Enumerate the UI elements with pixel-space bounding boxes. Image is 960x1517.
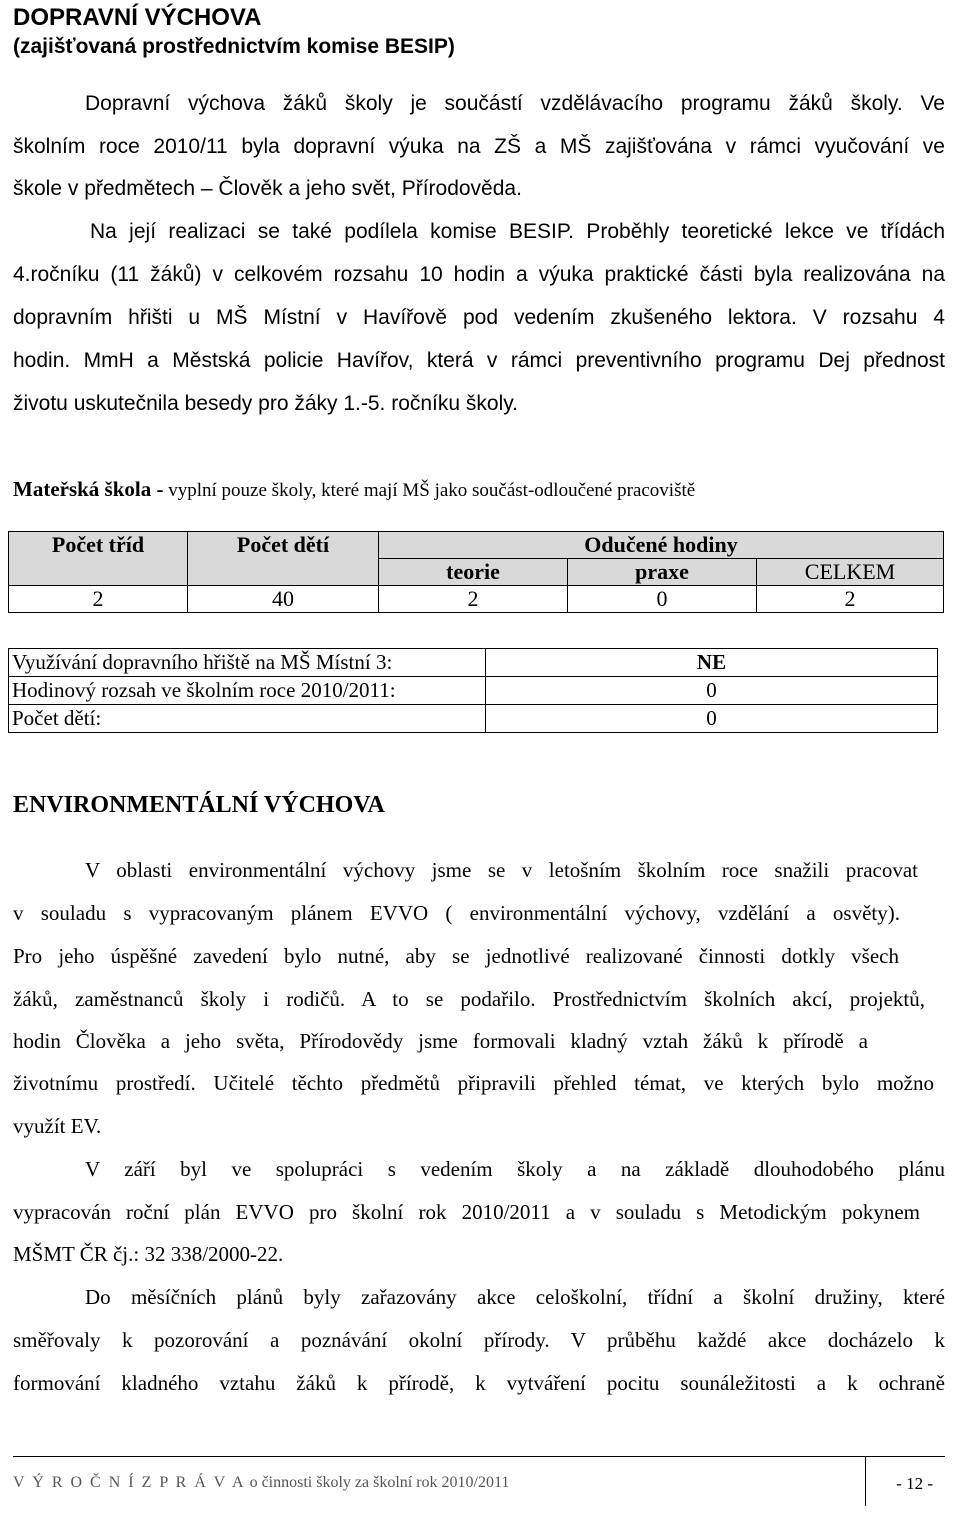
- footer-report-spaced: V Ý R O Č N Í Z P R Á V A: [13, 1474, 246, 1491]
- traffic-p1-line3: škole v předmětech – Člověk a jeho svět, Přírodověda.: [13, 177, 522, 200]
- env-p2-line1: V září byl ve spolupráci s vedením školy a na základě dlouhodobého plánu: [85, 1157, 945, 1181]
- ms-playground-table: [8, 648, 938, 733]
- cell-total: 2: [757, 586, 944, 613]
- section-subtitle-traffic: (zajišťovaná prostřednictvím komise BESIP): [13, 35, 455, 58]
- env-p1-line4: žáků, zaměstnanců školy i rodičů. A to se podařilo. Prostřednictvím školních akcí, projektů,: [13, 987, 925, 1011]
- traffic-p1-line1: Dopravní výchova žáků školy je součástí vzdělávacího programu žáků školy. Ve: [85, 92, 945, 115]
- th-classes: Počet tříd: [9, 532, 188, 586]
- cell-classes: 2: [9, 586, 188, 613]
- footer-separator: [865, 1456, 866, 1506]
- traffic-p2-line3: dopravním hřišti u MŠ Místní v Havířově pod vedením zkušeného lektora. V rozsahu 4: [13, 306, 945, 329]
- env-p3-line1: Do měsíčních plánů byly zařazovány akce celoškolní, třídní a školní družiny, které: [85, 1285, 945, 1309]
- traffic-p1-line2: školním roce 2010/11 byla dopravní výuka na ZŠ a MŠ zajišťována v rámci vyučování ve: [13, 135, 945, 158]
- t2-label-children: Počet dětí:: [9, 705, 486, 733]
- ms-label-rest: vyplní pouze školy, které mají MŠ jako součást-odloučené pracoviště: [163, 480, 696, 501]
- cell-theory: 2: [379, 586, 568, 613]
- th-practice: praxe: [568, 559, 757, 586]
- t2-label-usage: Využívání dopravního hřiště na MŠ Místní 3:: [9, 649, 486, 677]
- th-children: Počet dětí: [188, 532, 379, 586]
- table-row: [9, 586, 944, 613]
- env-p1-line3: Pro jeho úspěšné zavedení bylo nutné, aby se jednotlivé realizované činnosti dotkly všech: [13, 944, 899, 968]
- cell-practice: 0: [568, 586, 757, 613]
- section-title-traffic: DOPRAVNÍ VÝCHOVA: [13, 4, 262, 31]
- env-p1-line6: životnímu prostředí. Učitelé těchto předmětů připravili přehled témat, ve kterých bylo možno: [13, 1071, 934, 1095]
- t2-value-hours: 0: [486, 677, 938, 705]
- th-total: CELKEM: [757, 559, 944, 586]
- traffic-p2-line2: 4.ročníku (11 žáků) v celkovém rozsahu 10 hodin a výuka praktické části byla realizována na: [13, 263, 945, 286]
- t2-label-hours: Hodinový rozsah ve školním roce 2010/2011:: [9, 677, 486, 705]
- traffic-p2-line5: životu uskutečnila besedy pro žáky 1.-5. ročníku školy.: [13, 392, 519, 415]
- th-theory: teorie: [379, 559, 568, 586]
- ms-label: [13, 477, 695, 502]
- ms-hours-table: [8, 531, 944, 613]
- t2-value-usage: NE: [486, 649, 938, 677]
- env-p3-line3: formování kladného vztahu žáků k přírodě, k vytváření pocitu sounáležitosti a k ochraně: [13, 1371, 945, 1395]
- env-p3-line2: směřovaly k pozorování a poznávání okolní přírody. V průběhu každé akce docházelo k: [13, 1328, 945, 1352]
- footer-report-rest: o činnosti školy za školní rok 2010/2011: [245, 1474, 510, 1491]
- th-hours: Odučené hodiny: [379, 532, 944, 559]
- env-p1-line2: v souladu s vypracovaným plánem EVVO ( environmentální výchovy, vzdělání a osvěty).: [13, 901, 900, 925]
- page-footer: [13, 1456, 945, 1512]
- traffic-p2-line4: hodin. MmH a Městská policie Havířov, která v rámci preventivního programu Dej přednost: [13, 349, 945, 372]
- env-p2-line3: MŠMT ČR čj.: 32 338/2000-22.: [13, 1242, 284, 1266]
- cell-children: 40: [188, 586, 379, 613]
- env-p1-line7: využít EV.: [13, 1114, 102, 1138]
- env-p2-line2: vypracován roční plán EVVO pro školní rok 2010/2011 a v souladu s Metodickým pokynem: [13, 1200, 920, 1224]
- traffic-p2-line1: Na její realizaci se také podílela komise BESIP. Proběhly teoretické lekce ve třídách: [90, 220, 945, 243]
- footer-report-title: [13, 1474, 509, 1492]
- env-p1-line1: V oblasti environmentální výchovy jsme se v letošním školním roce snažili pracovat: [85, 858, 918, 882]
- section-title-env: ENVIRONMENTÁLNÍ VÝCHOVA: [13, 792, 385, 818]
- env-p1-line5: hodin Člověka a jeho světa, Přírodovědy jsme formovali kladný vztah žáků k přírodě a: [13, 1029, 868, 1053]
- page-number: - 12 -: [896, 1474, 933, 1493]
- ms-label-bold: Mateřská škola -: [13, 477, 164, 501]
- t2-value-children: 0: [486, 705, 938, 733]
